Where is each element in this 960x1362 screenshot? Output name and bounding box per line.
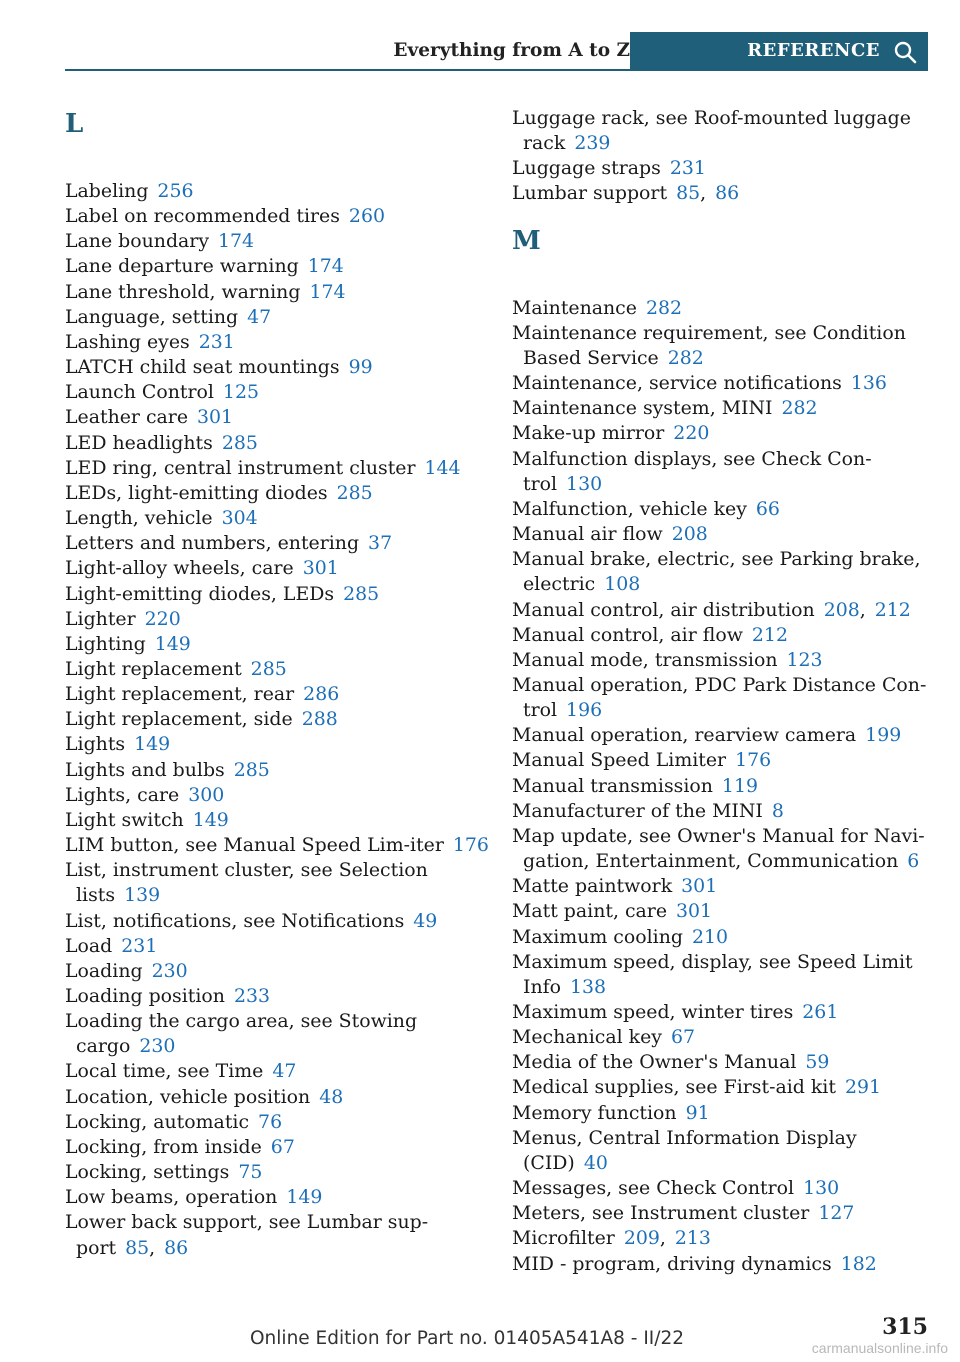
page-link[interactable]: 125: [222, 381, 259, 404]
index-entry-term: Manufacturer of the MINI: [512, 799, 763, 822]
page-link[interactable]: 220: [673, 422, 710, 445]
index-entry-term: Matte paintwork: [512, 875, 673, 898]
index-entry-term: Malfunction displays, see Check Con-trol: [512, 447, 872, 495]
page-link[interactable]: 138: [570, 975, 607, 998]
index-entry: [65, 229, 490, 254]
index-entries-l-continued: [512, 106, 932, 207]
page-link[interactable]: 285: [233, 758, 270, 781]
index-entry-term: Light replacement, side: [65, 708, 293, 731]
index-entry: [65, 179, 490, 204]
header-rule: [65, 69, 928, 71]
index-entry: [65, 732, 490, 757]
index-entry: [65, 1160, 490, 1185]
page-link[interactable]: 285: [250, 657, 287, 680]
page-link[interactable]: 208: [671, 523, 708, 546]
index-entry: [65, 254, 490, 279]
index-entry: [512, 950, 932, 1000]
index-entry: [65, 582, 490, 607]
index-entry-term: Maintenance: [512, 296, 637, 319]
index-entry: [65, 355, 490, 380]
index-entry: [65, 531, 490, 556]
page-link[interactable]: 174: [309, 280, 346, 303]
index-entry: [65, 1210, 490, 1260]
index-entry: [65, 959, 490, 984]
page-link[interactable]: 210: [691, 925, 729, 948]
page-link[interactable]: 231: [121, 934, 158, 957]
index-entry-term: Media of the Owner's Manual: [512, 1051, 797, 1074]
page-link[interactable]: 304: [221, 507, 258, 530]
index-entry: [512, 673, 932, 723]
index-entry: [512, 321, 932, 371]
page-link[interactable]: 256: [157, 180, 194, 202]
index-entry: [512, 296, 932, 321]
page-link[interactable]: 37: [368, 532, 393, 555]
index-entry: [65, 431, 490, 456]
index-entry: [65, 682, 490, 707]
page-link[interactable]: 108: [604, 573, 641, 596]
page-link[interactable]: 282: [667, 346, 704, 369]
search-icon[interactable]: [892, 39, 918, 65]
index-entry-term: Lights, care: [65, 783, 180, 806]
index-entry-term: Lights and bulbs: [65, 758, 225, 781]
index-entry-term: Lighting: [65, 632, 146, 655]
page-link[interactable]: 149: [286, 1186, 323, 1209]
index-entry: [65, 380, 490, 405]
index-entry-term: Light replacement, rear: [65, 683, 295, 706]
page-link[interactable]: 182: [840, 1252, 877, 1275]
index-entry: [512, 106, 932, 156]
page-link[interactable]: 261: [802, 1001, 839, 1023]
index-entry-term: Maximum cooling: [512, 925, 683, 948]
page-link[interactable]: 123: [786, 648, 823, 671]
index-entry-term: Map update, see Owner's Manual for Navi-gation, Entertainment, Communication: [512, 824, 925, 873]
index-entry: [512, 421, 932, 446]
page-link[interactable]: 149: [154, 632, 191, 655]
index-entry: [512, 1025, 932, 1050]
page-link[interactable]: 86: [164, 1236, 189, 1259]
section-title: Everything from A to Z: [393, 40, 630, 61]
page-link[interactable]: 301: [302, 557, 339, 580]
index-entry: [65, 506, 490, 531]
page-separator: ,: [700, 182, 707, 205]
index-entry-term: Labeling: [65, 180, 149, 202]
index-entry: [512, 899, 932, 924]
index-entry: [65, 405, 490, 430]
index-entry-term: Maintenance requirement, see Condition Based Service: [512, 321, 906, 369]
page-link[interactable]: 85: [676, 182, 701, 205]
edition-footer: Online Edition for Part no. 01405A541A8 - II/22: [250, 1328, 685, 1349]
page-link[interactable]: 176: [452, 834, 489, 857]
page-link[interactable]: 139: [124, 884, 161, 907]
page-link[interactable]: 300: [188, 783, 225, 806]
index-entry: [65, 1009, 490, 1059]
page-separator: ,: [149, 1236, 156, 1259]
page-link[interactable]: 67: [670, 1026, 695, 1049]
index-entry-term: Lumbar support: [512, 182, 668, 205]
index-entry-term: Menus, Central Information Display (CID): [512, 1126, 857, 1174]
index-entry-term: Locking, automatic: [65, 1110, 250, 1133]
page-link[interactable]: 288: [301, 708, 338, 731]
index-entry-term: List, notifications, see Notifications: [65, 909, 405, 932]
page-link[interactable]: 67: [270, 1135, 295, 1158]
index-entry-term: LED ring, central instrument cluster: [65, 456, 416, 479]
index-entry: [512, 1252, 932, 1277]
index-entry: [512, 1075, 932, 1100]
index-entry-term: Light-alloy wheels, care: [65, 557, 294, 580]
index-entry-term: Manual operation, rearview camera: [512, 724, 857, 747]
page-link[interactable]: 208: [823, 598, 860, 621]
index-entry-term: Lane threshold, warning: [65, 280, 301, 303]
index-entry: [65, 783, 490, 808]
index-entry: [512, 1126, 932, 1176]
page-link[interactable]: 285: [343, 582, 380, 605]
index-entry-term: Maintenance, service notifications: [512, 372, 842, 395]
index-entry: [65, 456, 490, 481]
index-entry: [512, 648, 932, 673]
index-entry: [65, 607, 490, 632]
index-entry: [512, 799, 932, 824]
page-link[interactable]: 49: [413, 909, 438, 932]
index-entry-term: Light replacement: [65, 657, 242, 680]
page-link[interactable]: 231: [669, 157, 706, 180]
index-entry-term: Memory function: [512, 1101, 677, 1124]
index-entry-term: Lighter: [65, 607, 136, 630]
index-entry-term: Launch Control: [65, 381, 214, 404]
index-entry: [512, 1176, 932, 1201]
index-entry-term: Lane boundary: [65, 230, 210, 253]
index-entry-term: Mechanical key: [512, 1026, 662, 1049]
index-entry-term: Locking, from inside: [65, 1135, 262, 1158]
index-entry-term: Meters, see Instrument cluster: [512, 1202, 810, 1225]
page-link[interactable]: 76: [258, 1110, 283, 1133]
page-link[interactable]: 230: [151, 959, 188, 982]
index-entries-l: [65, 179, 490, 1261]
index-entry-term: Microfilter: [512, 1227, 615, 1250]
index-entry: [512, 1050, 932, 1075]
index-entry-term: Manual brake, electric, see Parking brake, electric: [512, 548, 921, 596]
index-entries-m: [512, 296, 932, 1277]
index-entry-term: Matt paint, care: [512, 900, 668, 923]
index-entry-term: Loading position: [65, 985, 225, 1007]
index-entry: [512, 497, 932, 522]
index-entry-term: Location, vehicle position: [65, 1085, 311, 1108]
page-link[interactable]: 239: [574, 132, 611, 155]
index-column-right: [512, 106, 932, 1277]
index-entry-term: Manual mode, transmission: [512, 648, 778, 671]
index-entry: [65, 858, 490, 908]
index-entry: [512, 547, 932, 597]
index-entry-term: Lower back support, see Lumbar sup-port: [65, 1211, 429, 1259]
page-link[interactable]: 99: [348, 356, 373, 379]
index-entry-term: Medical supplies, see First-aid kit: [512, 1076, 836, 1099]
index-letter-m: M: [512, 225, 541, 256]
page-link[interactable]: 174: [307, 255, 344, 278]
index-entry-term: Make-up mirror: [512, 422, 665, 445]
index-entry-term: Manual air flow: [512, 523, 663, 546]
index-entry-term: Manual operation, PDC Park Distance Con-trol: [512, 673, 927, 722]
page-link[interactable]: 174: [218, 230, 255, 253]
index-entry: [65, 1085, 490, 1110]
index-entry-term: Manual control, air flow: [512, 623, 743, 646]
index-entry: [512, 748, 932, 773]
index-entry-term: LATCH child seat mountings: [65, 356, 340, 379]
page-separator: ,: [859, 598, 866, 621]
index-entry: [65, 909, 490, 934]
page-link[interactable]: 286: [303, 683, 340, 706]
index-entry: [65, 556, 490, 581]
index-entry-term: Maximum speed, display, see Speed Limit Info: [512, 950, 913, 998]
index-entry: [65, 657, 490, 682]
page-link[interactable]: 199: [865, 724, 902, 747]
index-column-left: [65, 106, 490, 1261]
index-letter-l: L: [65, 109, 84, 139]
index-entry-term: Language, setting: [65, 305, 239, 328]
index-entry: [512, 824, 932, 874]
page-separator: ,: [659, 1227, 666, 1250]
index-entry: [512, 1000, 932, 1025]
page-link[interactable]: 47: [247, 305, 272, 328]
index-entry-term: Length, vehicle: [65, 507, 213, 530]
page-number: 315: [882, 1314, 928, 1340]
index-entry-term: Locking, settings: [65, 1161, 230, 1184]
index-entry: [65, 481, 490, 506]
index-entry-term: Maximum speed, winter tires: [512, 1001, 794, 1023]
page-link[interactable]: 149: [192, 808, 229, 831]
page-link[interactable]: 86: [715, 182, 740, 205]
index-entry: [65, 984, 490, 1009]
index-entry-term: Luggage straps: [512, 157, 661, 180]
reference-tab[interactable]: [630, 32, 928, 70]
page-link[interactable]: 48: [319, 1085, 344, 1108]
page-link[interactable]: 291: [844, 1076, 882, 1099]
page-link[interactable]: 212: [874, 598, 911, 621]
index-entry-term: Manual transmission: [512, 774, 713, 797]
index-entry: [512, 156, 932, 181]
reference-tab-label: REFERENCE: [747, 40, 880, 61]
index-entry: [512, 925, 932, 950]
index-entry-term: Maintenance system, MINI: [512, 397, 773, 420]
index-entry-term: Lashing eyes: [65, 330, 190, 353]
page-link[interactable]: 301: [681, 875, 718, 898]
page-link[interactable]: 285: [221, 431, 258, 454]
index-entry: [65, 1185, 490, 1210]
index-entry: [65, 707, 490, 732]
index-entry-term: LIM button, see Manual Speed Lim-iter: [65, 834, 444, 857]
index-entry: [65, 305, 490, 330]
index-entry: [65, 330, 490, 355]
page-link[interactable]: 85: [125, 1236, 150, 1259]
page-link[interactable]: 212: [751, 623, 788, 646]
page-link[interactable]: 213: [674, 1227, 711, 1250]
page-link[interactable]: 209: [623, 1227, 660, 1250]
index-entry: [65, 833, 490, 858]
index-entry: [65, 204, 490, 229]
page-link[interactable]: 8: [771, 799, 784, 822]
index-entry-term: LEDs, light-emitting diodes: [65, 481, 328, 504]
index-entry: [512, 1226, 932, 1251]
page-link[interactable]: 144: [424, 456, 461, 479]
index-entry-term: Lane departure warning: [65, 255, 299, 278]
index-entry: [65, 808, 490, 833]
index-entry-term: Manual Speed Limiter: [512, 749, 727, 772]
index-entry: [512, 598, 932, 623]
page-link[interactable]: 301: [197, 406, 234, 429]
page-link[interactable]: 119: [721, 774, 758, 797]
index-entry: [512, 623, 932, 648]
page-link[interactable]: 220: [144, 607, 181, 630]
index-entry-term: Light switch: [65, 808, 184, 831]
index-entry-term: Load: [65, 934, 113, 957]
page-link[interactable]: 282: [645, 296, 683, 319]
page-link[interactable]: 233: [233, 985, 271, 1007]
index-entry-term: Label on recommended tires: [65, 205, 340, 228]
page-link[interactable]: 196: [566, 699, 603, 722]
page-link[interactable]: 301: [676, 900, 713, 923]
page-link[interactable]: 127: [818, 1202, 855, 1225]
page-link[interactable]: 75: [238, 1161, 263, 1184]
index-entry: [512, 396, 932, 421]
page-link[interactable]: 282: [781, 397, 818, 420]
page-link[interactable]: 59: [805, 1051, 830, 1074]
index-entry: [512, 181, 932, 206]
page-link[interactable]: 130: [803, 1177, 840, 1200]
page-header: [65, 32, 928, 71]
page-link[interactable]: 130: [566, 472, 603, 495]
page-link[interactable]: 66: [755, 497, 780, 520]
index-entry: [512, 874, 932, 899]
index-entry-term: List, instrument cluster, see Selection lists: [65, 859, 428, 907]
index-entry: [512, 774, 932, 799]
site-watermark: carmanualsonline.info: [811, 1340, 948, 1356]
index-entry: [512, 1201, 932, 1226]
index-entry-term: Lights: [65, 733, 126, 756]
index-entry: [65, 1110, 490, 1135]
index-entry-term: Loading: [65, 959, 143, 982]
index-entry: [512, 522, 932, 547]
page-link[interactable]: 91: [685, 1101, 710, 1124]
index-entry-term: Leather care: [65, 406, 189, 429]
index-entry: [512, 723, 932, 748]
page-link[interactable]: 260: [348, 205, 385, 228]
index-entry-term: Light-emitting diodes, LEDs: [65, 582, 335, 605]
index-entry-term: Malfunction, vehicle key: [512, 497, 747, 520]
page-link[interactable]: 149: [134, 733, 171, 756]
page-link[interactable]: 6: [907, 850, 920, 873]
index-entry: [65, 934, 490, 959]
index-entry: [512, 371, 932, 396]
index-entry: [65, 1135, 490, 1160]
index-entry-term: Manual control, air distribution: [512, 598, 815, 621]
index-entry: [65, 758, 490, 783]
page-link[interactable]: 230: [139, 1035, 176, 1058]
index-entry-term: Letters and numbers, entering: [65, 532, 360, 555]
index-entry-term: Loading the cargo area, see Stowing cargo: [65, 1010, 418, 1058]
index-entry-term: Luggage rack, see Roof-mounted luggage rack: [512, 107, 911, 155]
index-entry-term: Low beams, operation: [65, 1186, 278, 1209]
page-link[interactable]: 231: [198, 330, 235, 353]
index-entry-term: Local time, see Time: [65, 1060, 264, 1083]
index-entry: [512, 1101, 932, 1126]
index-entry: [65, 1059, 490, 1084]
page-link[interactable]: 136: [850, 372, 887, 395]
index-entry-term: Messages, see Check Control: [512, 1177, 795, 1200]
index-entry-term: LED headlights: [65, 431, 213, 454]
page-link[interactable]: 40: [583, 1151, 608, 1174]
index-entry: [512, 447, 932, 497]
page-link[interactable]: 285: [336, 481, 373, 504]
index-entry: [65, 632, 490, 657]
page-link[interactable]: 47: [272, 1060, 297, 1083]
page-link[interactable]: 176: [735, 749, 772, 772]
index-entry-term: MID - program, driving dynamics: [512, 1252, 832, 1275]
index-entry: [65, 280, 490, 305]
